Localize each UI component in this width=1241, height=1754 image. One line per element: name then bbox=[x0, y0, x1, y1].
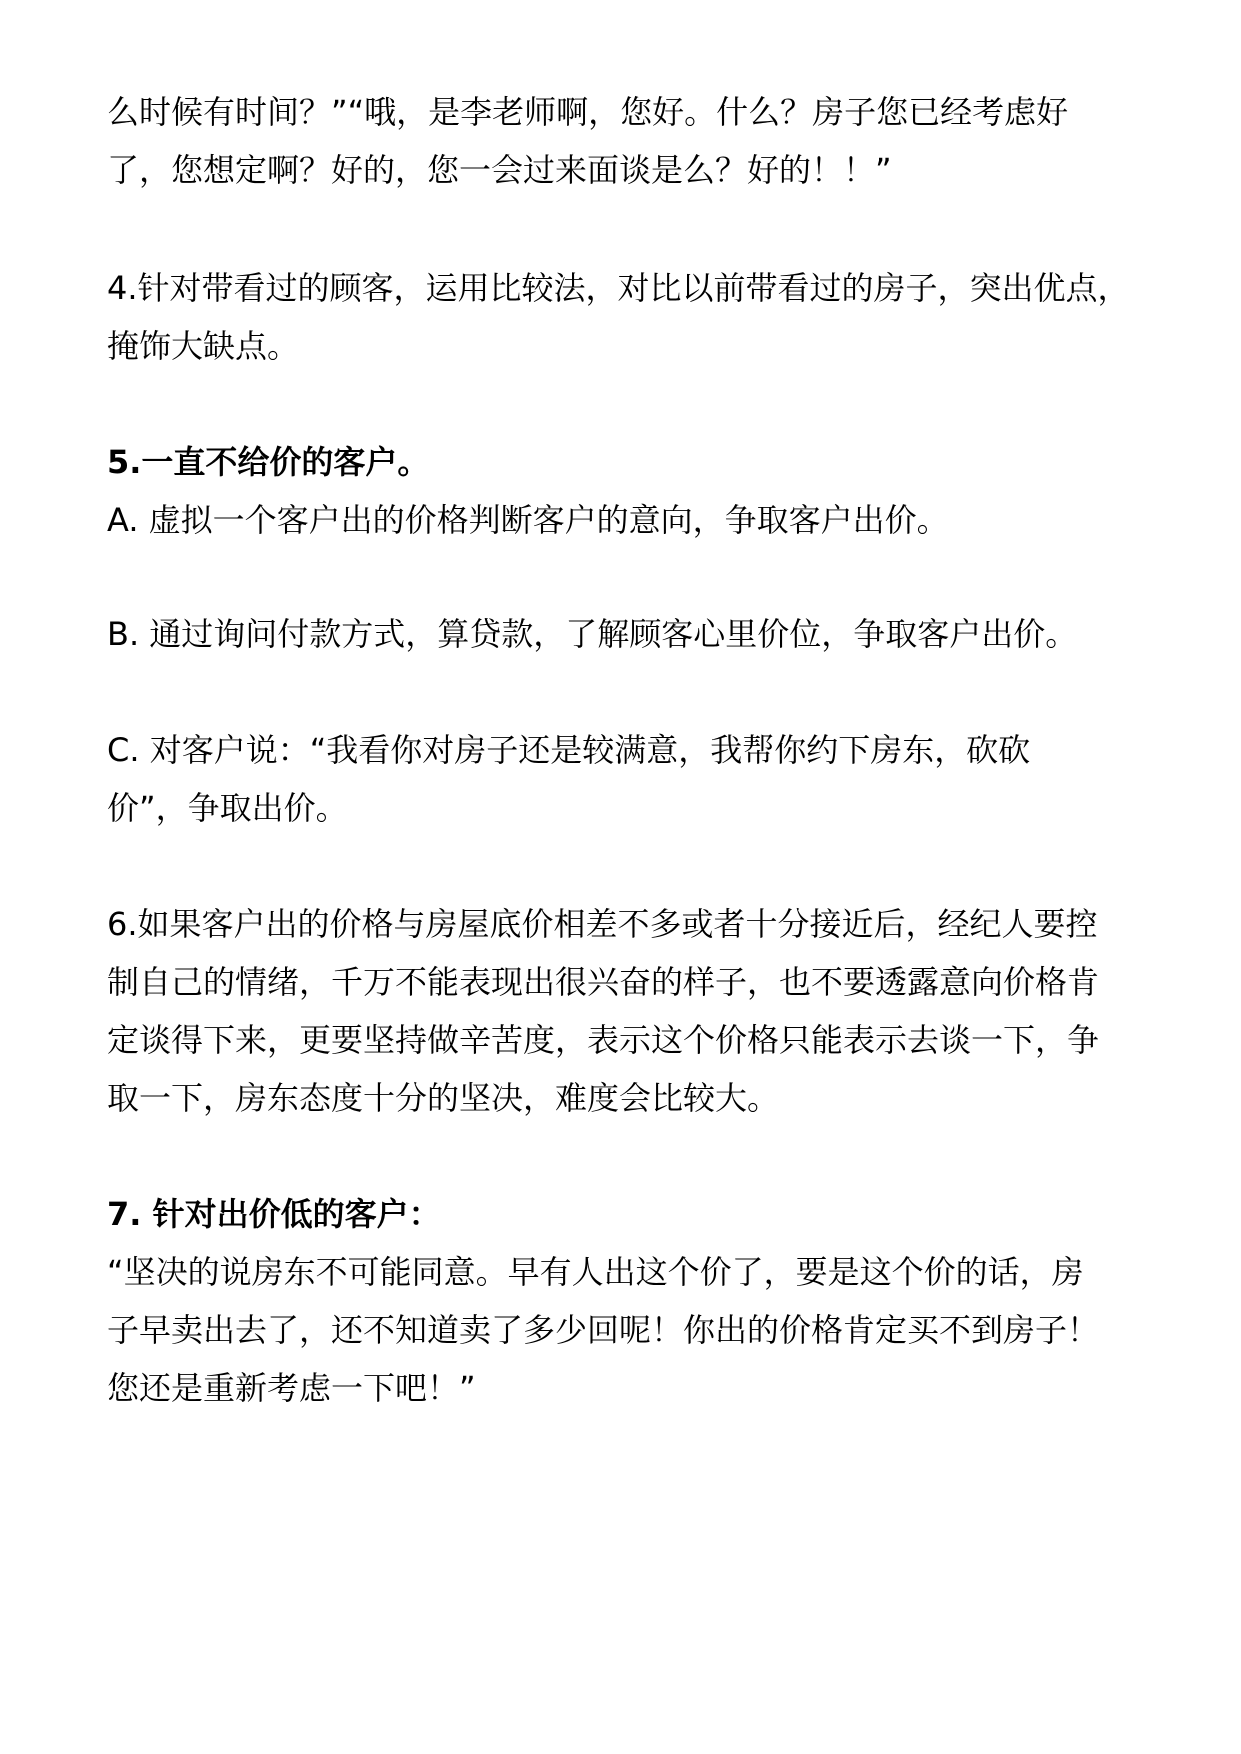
paragraph-3-line-2: 了，您想定啊？好的，您一会过来面谈是么？好的！！” bbox=[107, 151, 892, 189]
item-7-line-3: 您还是重新考虑一下吧！” bbox=[107, 1369, 476, 1407]
item-5-option-c-line-1: C. 对客户说：“我看你对房子还是较满意，我帮你约下房东，砍砍 bbox=[107, 731, 1031, 769]
item-4-line-2: 掩饰大缺点。 bbox=[107, 327, 300, 365]
item-5-option-c-line-2: 价”，争取出价。 bbox=[107, 789, 348, 827]
item-6-line-3: 定谈得下来，更要坚持做辛苦度，表示这个价格只能表示去谈一下，争 bbox=[107, 1021, 1100, 1059]
item-6-line-2: 制自己的情绪，千万不能表现出很兴奋的样子，也不要透露意向价格肯 bbox=[107, 963, 1100, 1001]
item-5-option-a: A. 虚拟一个客户出的价格判断客户的意向，争取客户出价。 bbox=[107, 501, 949, 539]
item-5-option-b: B. 通过询问付款方式，算贷款，了解顾客心里价位，争取客户出价。 bbox=[107, 615, 1078, 653]
item-4-line-1: 4.针对带看过的顾客，运用比较法，对比以前带看过的房子，突出优点， bbox=[107, 269, 1130, 307]
item-6-line-4: 取一下，房东态度十分的坚决，难度会比较大。 bbox=[107, 1079, 780, 1117]
item-7-heading: 7. 针对出价低的客户： bbox=[107, 1195, 441, 1233]
item-7-line-2: 子早卖出去了，还不知道卖了多少回呢！你出的价格肯定买不到房子！ bbox=[107, 1311, 1100, 1349]
item-7-line-1: “坚决的说房东不可能同意。早有人出这个价了，要是这个价的话，房 bbox=[107, 1253, 1084, 1291]
item-6-line-1: 6.如果客户出的价格与房屋底价相差不多或者十分接近后，经纪人要控 bbox=[107, 905, 1098, 943]
paragraph-3-line-1: 么时候有时间？”“哦，是李老师啊，您好。什么？房子您已经考虑好 bbox=[107, 93, 1069, 131]
item-5-heading: 5.一直不给价的客户。 bbox=[107, 443, 430, 481]
